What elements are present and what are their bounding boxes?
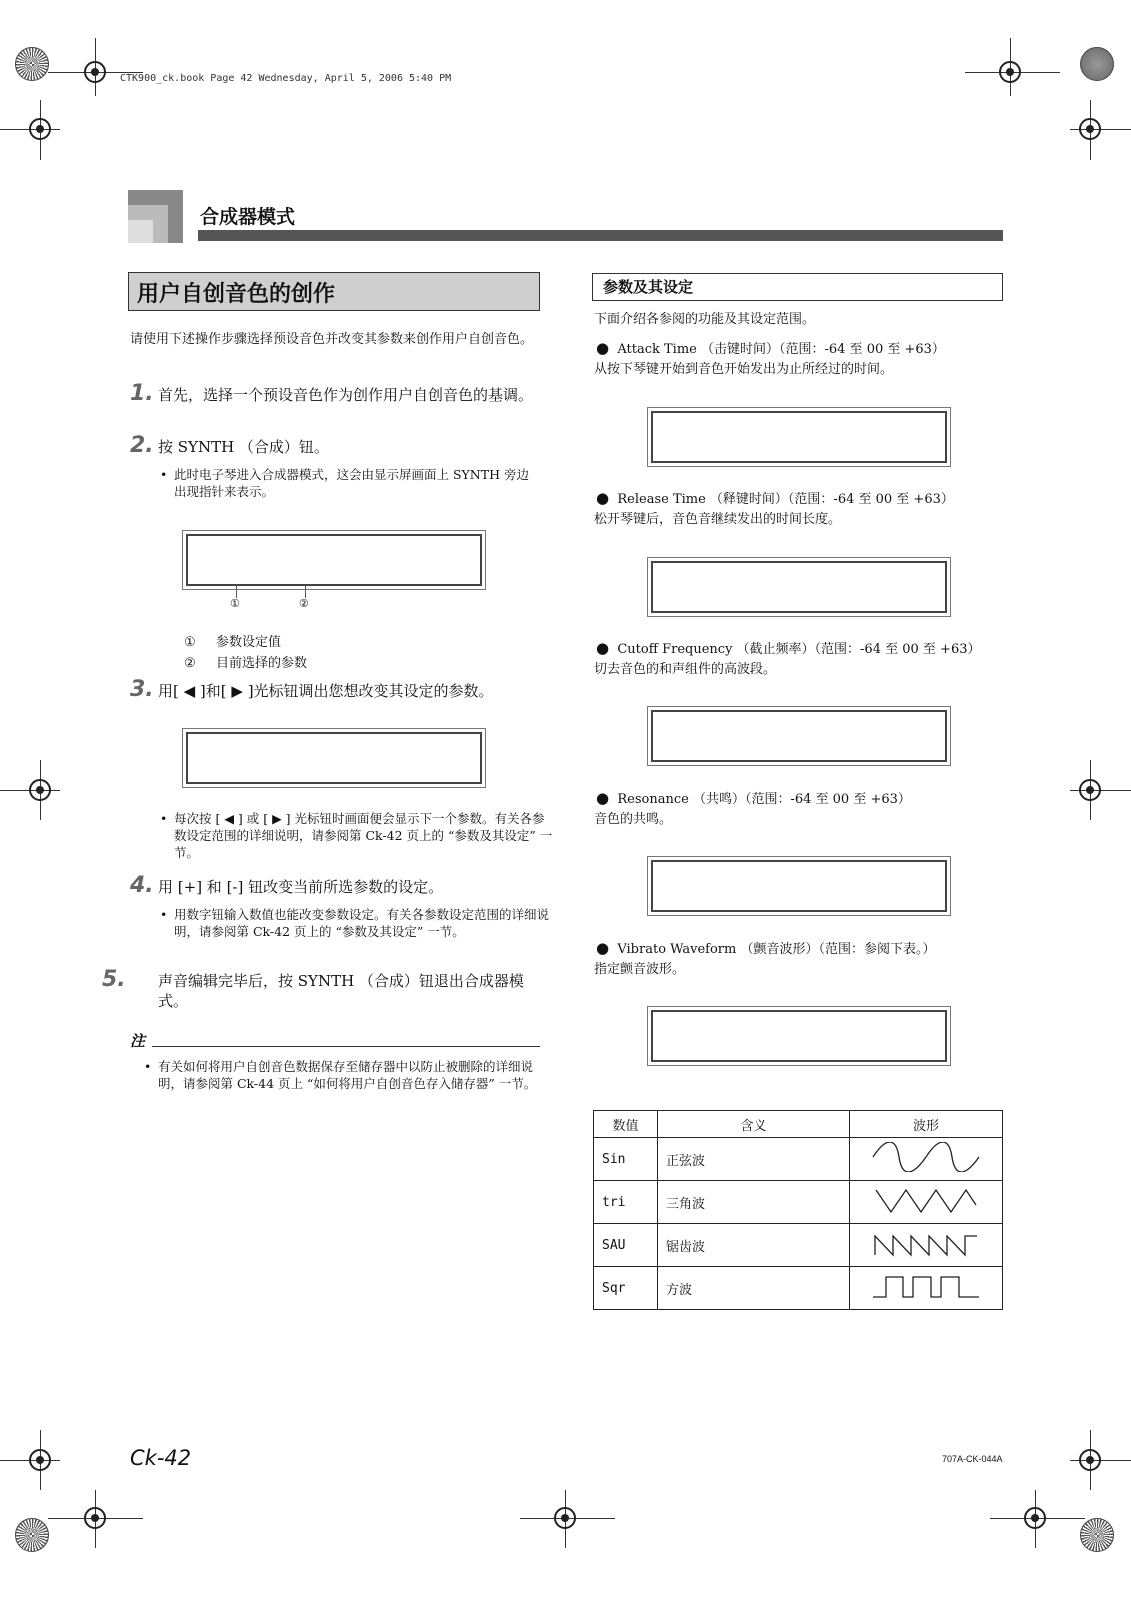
- section-rule: [198, 230, 1003, 241]
- lcd-display-reso: [651, 860, 947, 912]
- left-heading: 用户自创音色的创作: [128, 272, 540, 311]
- value-cell: tri: [594, 1181, 658, 1224]
- note-bullet: • 有关如何将用户自创音色数据保存至储存器中以防止被删除的详细说明，请参阅第 Ck-44 页上 “如何将用户自创音色存入储存器” 一节。: [142, 1058, 553, 1092]
- section-title: 合成器模式: [200, 206, 296, 228]
- param-title: ● Cutoff Frequency （截止频率）（范围：-64 至 00 至 +63）: [596, 639, 981, 657]
- sawtooth-wave-icon: [871, 1228, 981, 1258]
- file-info-header: CTK900_ck.book Page 42 Wednesday, April 5, 2006 5:40 PM: [120, 73, 452, 84]
- step-1: 1. 首先，选择一个预设音色作为创作用户自创音色的基调。: [130, 381, 534, 406]
- step-4-bullet: • 用数字钮输入数值也能改变参数设定。有关各参数设定范围的详细说明，请参阅第 Ck-42 页上的 “参数及其设定” 一节。: [158, 906, 549, 940]
- param-desc: 指定颤音波形。: [594, 962, 686, 977]
- registration-mark-icon: [1079, 118, 1101, 140]
- triangle-wave-icon: [871, 1185, 981, 1215]
- section-marker: [128, 190, 183, 243]
- lcd-display-cutoff: [651, 710, 947, 762]
- lcd-display-2: [186, 732, 482, 784]
- note-rule: [152, 1046, 540, 1047]
- wave-cell: [850, 1138, 1003, 1181]
- param-title: ● Resonance （共鸣）（范围：-64 至 00 至 +63）: [596, 789, 911, 807]
- marker-2: ②: [299, 597, 309, 610]
- marker-1: ①: [230, 597, 240, 610]
- table-row: [594, 1224, 1003, 1267]
- table-row: [594, 1267, 1003, 1310]
- registration-mark-icon: [84, 61, 106, 83]
- sunburst-mark-icon: [1080, 1518, 1114, 1552]
- step-3-bullet: • 每次按 [ ◀ ] 或 [ ▶ ] 光标钮时画面便会显示下一个参数。有关各参数设定范围的详细说明，请参阅第 Ck-42 页上的 “参数及其设定” 一节。: [158, 810, 554, 861]
- step-5: 5. 声音编辑完毕后，按 SYNTH （合成）钮退出合成器模式。: [102, 967, 524, 1010]
- step-2-bullet: • 此时电子琴进入合成器模式，这会由显示屏画面上 SYNTH 旁边出现指针来表示。: [158, 466, 539, 500]
- step-3: 3. 用[ ◀ ]和[ ▶ ]光标钮调出您想改变其设定的参数。: [130, 677, 494, 702]
- meaning-cell: 方波: [658, 1267, 850, 1310]
- sunburst-mark-icon: [1080, 47, 1114, 81]
- lcd-display-rel: [651, 561, 947, 613]
- legend: [184, 632, 307, 674]
- table-header-row: [594, 1111, 1003, 1138]
- param-desc: 从按下琴键开始到音色开始发出为止所经过的时间。: [594, 362, 894, 377]
- param-desc: 切去音色的和声组件的高波段。: [594, 662, 777, 677]
- right-heading: 参数及其设定: [592, 273, 1003, 301]
- left-intro: 请使用下述操作步骤选择预设音色并改变其参数来创作用户自创音色。: [130, 332, 534, 347]
- table-row: [594, 1181, 1003, 1224]
- table-header-cell: 数值: [594, 1111, 658, 1138]
- table-header-cell: 波形: [850, 1111, 1003, 1138]
- registration-mark-icon: [1024, 1507, 1046, 1529]
- param-desc: 音色的共鸣。: [594, 812, 673, 827]
- meaning-cell: 锯齿波: [658, 1224, 850, 1267]
- lcd-display-vib: [651, 1010, 947, 1062]
- waveform-table: [593, 1110, 1003, 1310]
- document-code: 707A-CK-044A: [942, 1454, 1003, 1464]
- registration-mark-icon: [29, 779, 51, 801]
- legend-item: ② 目前选择的参数: [184, 656, 308, 671]
- wave-cell: [850, 1181, 1003, 1224]
- right-intro: 下面介绍各参阅的功能及其设定范围。: [594, 312, 816, 327]
- wave-cell: [850, 1267, 1003, 1310]
- sine-wave-icon: [871, 1142, 981, 1172]
- value-cell: Sqr: [594, 1267, 658, 1310]
- step-2: 2. 按 SYNTH （合成）钮。: [130, 433, 329, 458]
- registration-mark-icon: [84, 1507, 106, 1529]
- step-4: 4. 用 [+] 和 [-] 钮改变当前所选参数的设定。: [130, 873, 444, 898]
- lcd-display-atk: [651, 411, 947, 463]
- meaning-cell: 三角波: [658, 1181, 850, 1224]
- registration-mark-icon: [29, 118, 51, 140]
- sunburst-mark-icon: [15, 1518, 49, 1552]
- value-cell: Sin: [594, 1138, 658, 1181]
- param-title: ● Vibrato Waveform （颤音波形）（范围：参阅下表。）: [596, 939, 936, 957]
- sunburst-mark-icon: [15, 47, 49, 81]
- page-number: Ck-42: [130, 1446, 192, 1470]
- registration-mark-icon: [1079, 779, 1101, 801]
- table-header-cell: 含义: [658, 1111, 850, 1138]
- lcd-display-1: [186, 534, 482, 586]
- note-label: 注: [130, 1032, 146, 1050]
- square-wave-icon: [871, 1271, 981, 1301]
- legend-item: ① 参数设定值: [184, 635, 282, 650]
- param-desc: 松开琴键后，音色音继续发出的时间长度。: [594, 512, 842, 527]
- meaning-cell: 正弦波: [658, 1138, 850, 1181]
- param-title: ● Attack Time （击键时间）（范围：-64 至 00 至 +63）: [596, 339, 945, 357]
- registration-mark-icon: [554, 1507, 576, 1529]
- table-row: [594, 1138, 1003, 1181]
- param-title: ● Release Time （释键时间）（范围：-64 至 00 至 +63）: [596, 489, 954, 507]
- registration-mark-icon: [29, 1449, 51, 1471]
- wave-cell: [850, 1224, 1003, 1267]
- value-cell: SAU: [594, 1224, 658, 1267]
- registration-mark-icon: [999, 61, 1021, 83]
- registration-mark-icon: [1079, 1449, 1101, 1471]
